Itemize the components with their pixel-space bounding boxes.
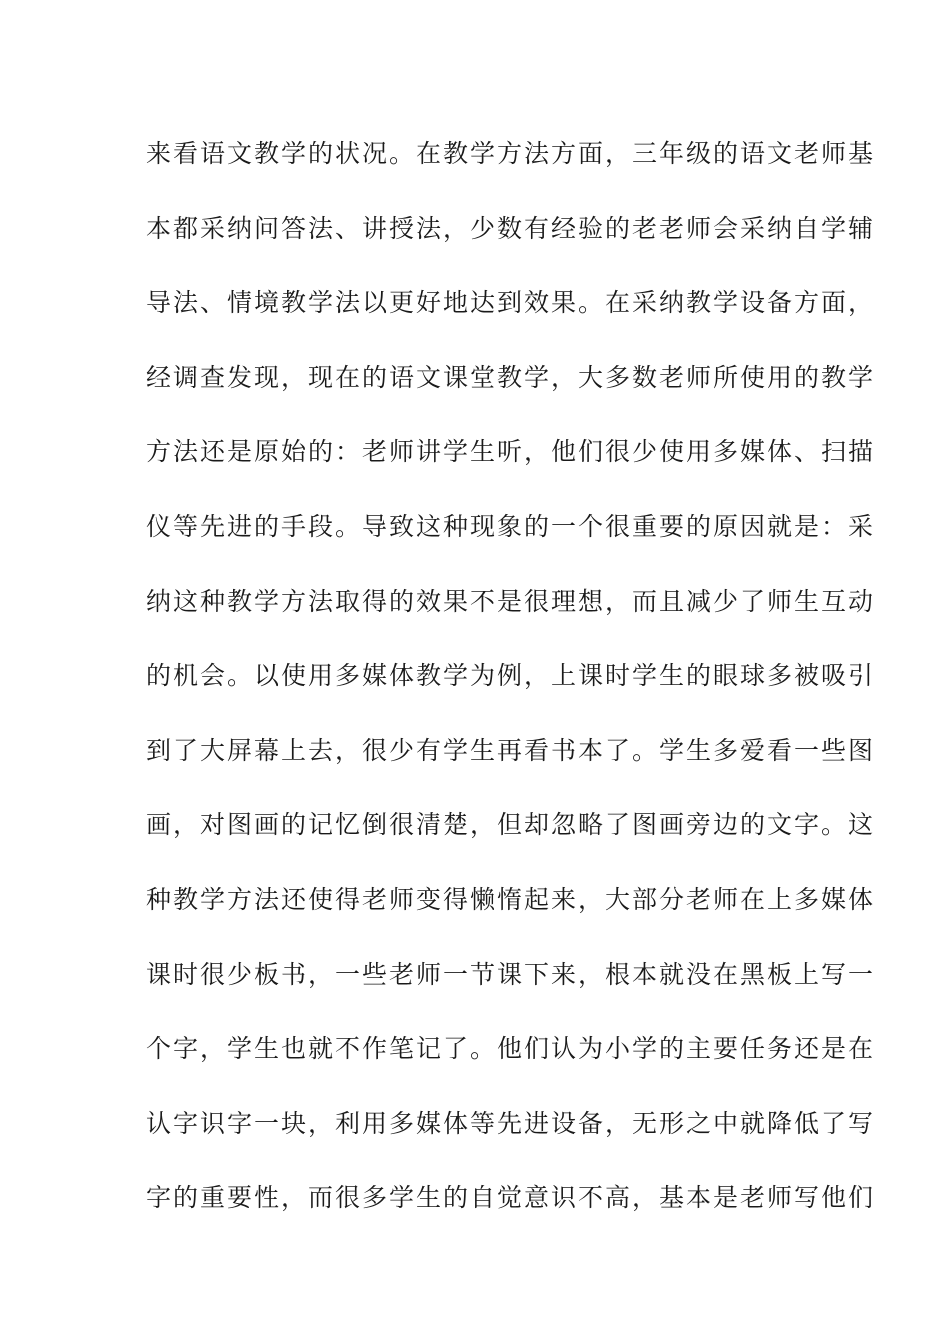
text-line: 课时很少板书，一些老师一节课下来，根本就没在黑板上写一	[146, 959, 876, 989]
body-text	[146, 135, 876, 1254]
text-line: 导法、情境教学法以更好地达到效果。在采纳教学设备方面，	[146, 288, 876, 318]
text-line: 来看语文教学的状况。在教学方法方面，三年级的语文老师基	[146, 139, 876, 168]
text-line: 字的重要性，而很多学生的自觉意识不高，基本是老师写他们	[146, 1183, 876, 1213]
text-line: 到了大屏幕上去，很少有学生再看书本了。学生多爱看一些图	[146, 735, 876, 765]
text-line: 纳这种教学方法取得的效果不是很理想，而且减少了师生互动	[146, 586, 876, 616]
text-line: 的机会。以使用多媒体教学为例，上课时学生的眼球多被吸引	[146, 661, 876, 691]
text-line: 个字，学生也就不作笔记了。他们认为小学的主要任务还是在	[146, 1034, 876, 1064]
text-line: 经调查发现，现在的语文课堂教学，大多数老师所使用的教学	[146, 362, 876, 392]
text-line: 本都采纳问答法、讲授法，少数有经验的老老师会采纳自学辅	[146, 213, 876, 243]
text-line: 种教学方法还使得老师变得懒惰起来，大部分老师在上多媒体	[146, 884, 876, 914]
text-line: 方法还是原始的：老师讲学生听，他们很少使用多媒体、扫描	[146, 437, 876, 467]
text-line: 认字识字一块，利用多媒体等先进设备，无形之中就降低了写	[146, 1108, 876, 1138]
text-line: 画，对图画的记忆倒很清楚，但却忽略了图画旁边的文字。这	[146, 810, 876, 840]
text-line: 仪等先进的手段。导致这种现象的一个很重要的原因就是：采	[146, 511, 876, 541]
